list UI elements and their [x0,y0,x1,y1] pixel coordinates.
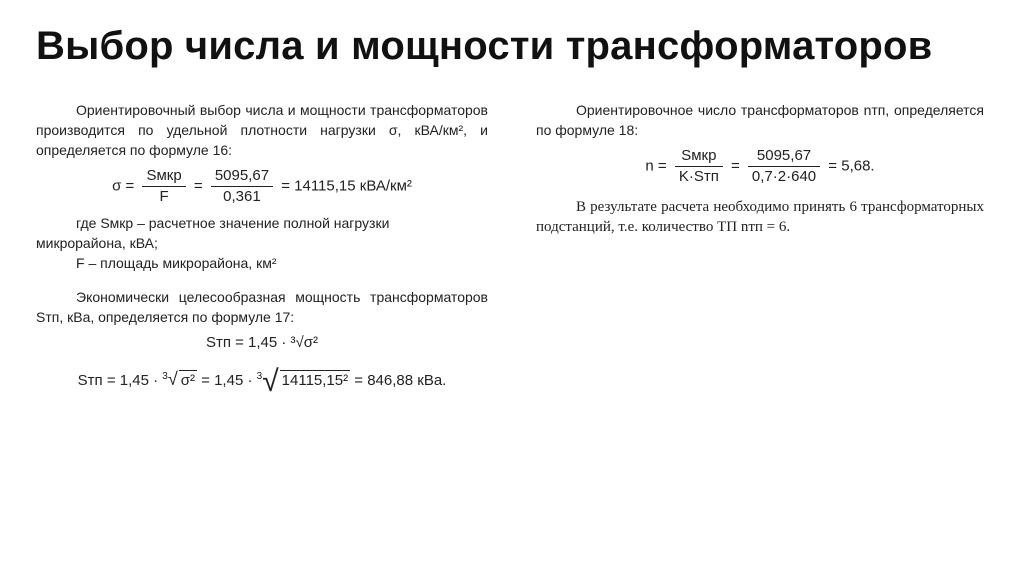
where-smkr-cont: микрорайона, кВА; [36,235,158,251]
right-column [536,100,984,241]
formula-16-lhs: σ = [112,177,139,195]
slide-title: Выбор числа и мощности трансформаторов [36,24,933,68]
count-paragraph: Ориентировочное число трансформаторов nтп, определяется по формуле 18: [536,102,984,138]
formula-18-eq: = [726,157,744,175]
formula-18-denominator: K·Sтп [678,168,719,185]
formula-18-denominator-value: 0,7·2·640 [751,168,817,185]
formula-16-numerator-value: 5095,67 [211,166,273,187]
formula-18-numerator: Sмкр [675,146,723,167]
formula-18-numerator-value: 5095,67 [748,146,820,167]
formula-16-result: = 14115,15 кВА/км² [277,177,412,195]
formula-16-numerator: Sмкр [142,166,185,187]
formula-16-eq: = [189,177,207,195]
formula-17: Sтп = 1,45 · ³√σ² [205,334,319,351]
formula-17-lhs: Sтп = 1,45 · [77,372,163,389]
formula-18 [536,146,984,187]
formula-17-radicand-2: 14115,15² [281,372,349,389]
formula-17-calc: Sтп = 1,45 · $^3$√ σ² = 1,45 · $^3$√ 14115,15² = 846,88 кВа. [77,365,447,398]
conclusion-paragraph: В результате расчета необходимо принять 6 трансформаторных подстанций, т.е. количество ТП nтп = 6. [536,199,984,235]
formula-17-radicand-1: σ² [180,372,195,389]
formula-17-result: = 846,88 кВа. [350,372,447,389]
formula-16-denominator-value: 0,361 [223,188,261,205]
where-f: F – площадь микрорайона, км² [76,255,277,271]
formula-17-eq: = 1,45 · [197,372,257,389]
formula-18-lhs: n = [645,157,671,175]
left-column [36,100,488,398]
intro-paragraph: Ориентировочный выбор числа и мощности трансформаторов производится по удельной плотности нагрузки σ, кВА/км², и определяется по формуле 16: [36,102,488,158]
formula-16-denominator: F [159,188,169,205]
formula-18-fraction-values [748,146,820,187]
formula-18-fraction [675,146,723,187]
where-smkr: где Sмкр – расчетное значение полной нагрузки [76,215,390,231]
formula-16-fraction [142,166,185,207]
formula-16-fraction-values [211,166,273,207]
formula-16 [36,166,488,207]
economic-power-paragraph: Экономически целесообразная мощность трансформаторов Sтп, кВа, определяется по формуле 17: [36,289,488,325]
formula-18-result: = 5,68. [824,157,875,175]
